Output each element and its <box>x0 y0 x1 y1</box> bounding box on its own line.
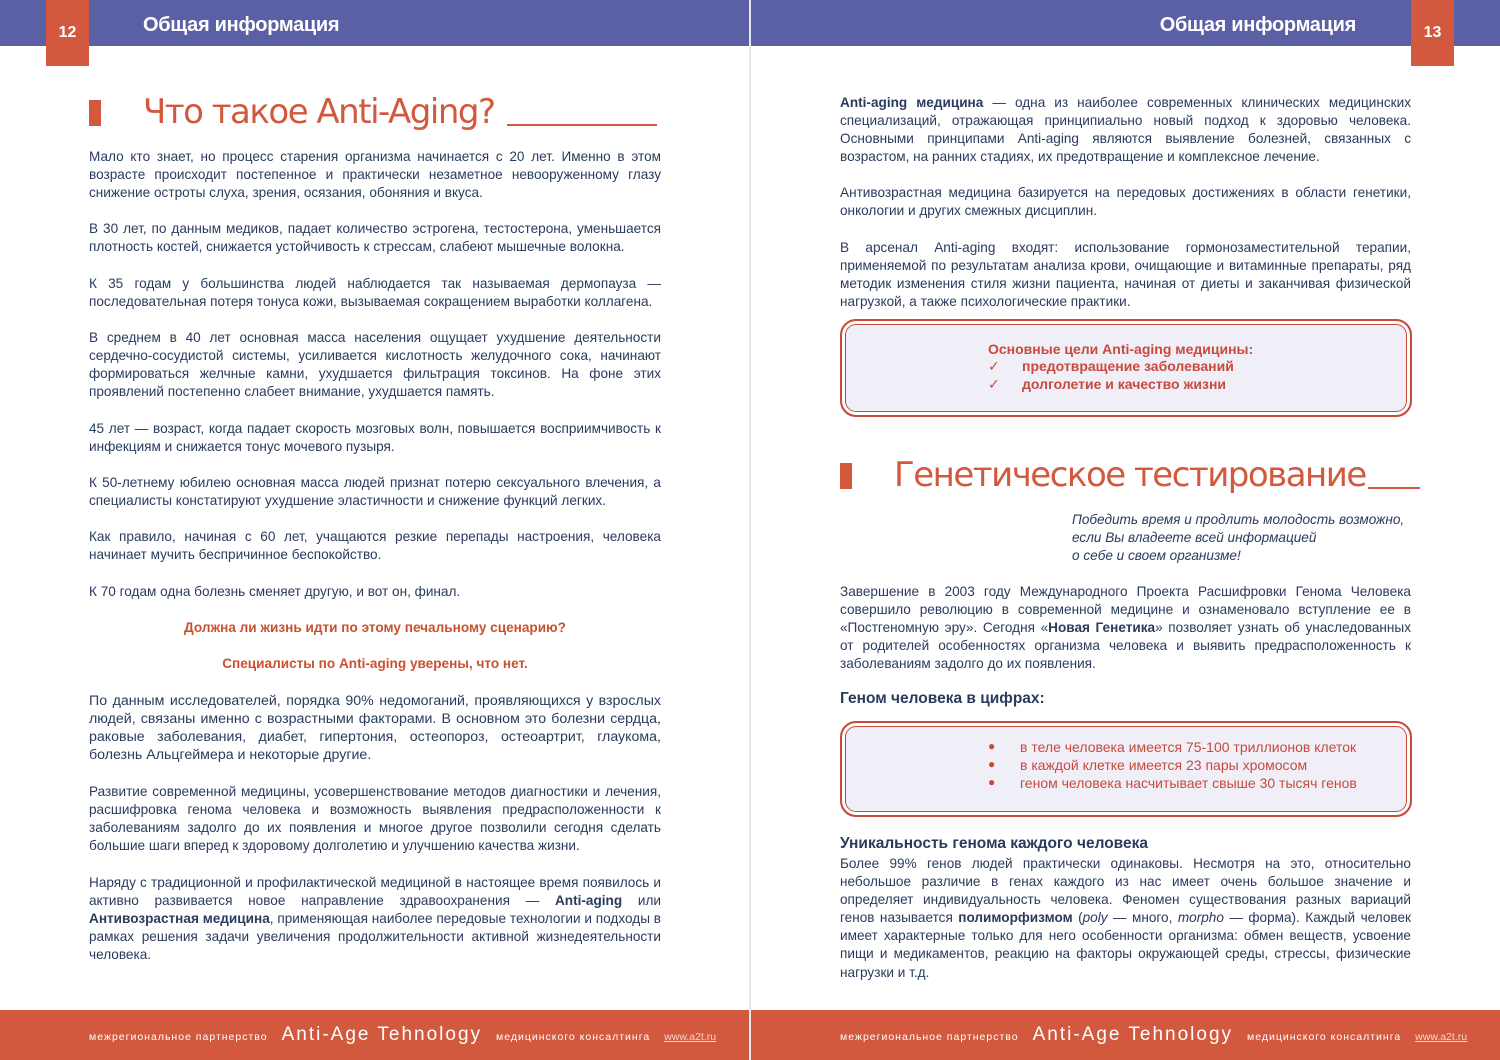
answer-line: Специалисты по Anti-aging уверены, что нет. <box>222 656 528 671</box>
footer-pre: межрегиональное партнерство <box>89 1031 268 1043</box>
goal-item <box>988 358 1234 375</box>
paragraph-postgenomic <box>840 583 1411 673</box>
quote-line: о себе и своем организме! <box>1072 548 1241 563</box>
text-part: Завершение в 2003 году Международного Проекта Расшифровки Генома Человека совершило революцию в современной медицине и ознаменовало вступление ее в «Постгеномную эру». Сегодня « <box>840 584 1411 636</box>
term-polymorphism: полиморфизмом <box>958 910 1073 926</box>
text-part: , применяющая наиболее передовые технологии и подходы в рамках решения задачи увеличения продолжительности активной жизнедеятельности человека. <box>89 911 661 963</box>
paragraph-anti-aging-medicine <box>840 94 1411 166</box>
footer-post: медицинского консалтинга <box>1247 1031 1402 1043</box>
question-line: Должна ли жизнь идти по этому печальному сценарию? <box>184 620 566 635</box>
bullet-icon: ● <box>988 739 996 753</box>
footer-pre: межрегиональное партнерство <box>840 1031 1019 1043</box>
term-anti-aging-medicine: Anti-aging медицина <box>840 95 984 110</box>
text-part: — одна из наиболее современных клинических медицинских специализаций, отражающая принципиально новый подход к здоровью человека. Основными принципами Anti-aging являются выявление болезней, связанных с возрастом, на ранних стадиях, их предотвращение и комплексное лечение. <box>840 95 1412 165</box>
heading-text: Что такое Anti-Aging? <box>143 92 495 132</box>
heading-underline <box>1368 487 1420 489</box>
page-number-right: 13 <box>1411 0 1454 66</box>
check-icon: ✓ <box>988 358 1000 374</box>
term-antivozrastnaya: Антивозрастная медицина <box>89 911 270 927</box>
footer-right <box>840 1024 1467 1046</box>
paragraph-20: Мало кто знает, но процесс старения организма начинается с 20 лет. Именно в этом возрасте происходит постепенное и практически незаметное невооруженному глазу снижение остроты слуха, зрения, осязания, обоняния и вкуса. <box>89 149 661 201</box>
paragraph-development: Развитие современной медицины, усовершенствование методов диагностики и лечения, расшифровка генома человека и возможность выявления предрасположенности к заболеваниям задолго до их появления и многое другое позволили сегодня сделать большие шаги вперед к здоровому долголетию и улучшению качества жизни. <box>89 784 661 854</box>
quote-line: если Вы владеете всей информацией <box>1072 530 1317 545</box>
term-morpho: morpho <box>1177 910 1224 926</box>
section-heading-anti-aging <box>89 92 657 132</box>
text-part: или <box>622 893 661 909</box>
paragraph-research: По данным исследователей, порядка 90% недомоганий, проявляющихся у взрослых людей, связаны именно с возрастными факторами. В основном это болезни сердца, раковые заболевания, диабет, гипертония, остеопороз, остеоартрит, глаукома, болезнь Альцгеймера и некоторые другие. <box>89 693 661 764</box>
paragraph-50: К 50-летнему юбилею основная масса людей признат потерю сексуального влечения, а специалисты констатируют ухудшение эластичности и снижение функций легких. <box>89 475 661 509</box>
heading-underline <box>507 124 657 126</box>
section-heading-genetic <box>840 455 1420 495</box>
footer-post: медицинского консалтинга <box>496 1031 651 1043</box>
footer-left <box>89 1024 716 1046</box>
goal-text: предотвращение заболеваний <box>1022 358 1234 374</box>
paragraph-foundation: Антивозрастная медицина базируется на передовых достижениях в области генетики, онкологии и других смежных дисциплин. <box>840 185 1411 219</box>
goals-title: Основные цели Anti-aging медицины: <box>988 341 1254 357</box>
page-right <box>750 0 1500 1060</box>
text-part: — форма). Каждый человек имеет характерные только для него особенности организма: обмен веществ, усвоение пищи и медикаментов, реакцию на факторы окружающей среды, стрессы, физические нагрузки и т.д. <box>840 910 1411 980</box>
paragraph-70: К 70 годам одна болезнь сменяет другую, и вот он, финал. <box>89 584 461 599</box>
paragraph-arsenal: В арсенал Anti-aging входят: использование гормонозаместительной терапии, применяемой по результатам анализа крови, очищающие и витаминные препараты, ряд методик изменения стиля жизни пациента, начиная от диеты и заканчивая физической нагрузкой, а также психологические практики. <box>840 240 1411 310</box>
heading-text: Генетическое тестирование <box>894 455 1366 495</box>
term-new-genetics: Новая Генетика <box>1048 620 1156 636</box>
footer-url-link[interactable]: www.a2t.ru <box>664 1031 717 1043</box>
term-anti-aging: Anti-aging <box>554 893 623 909</box>
quote <box>1072 511 1412 565</box>
term-poly: poly <box>1082 910 1108 926</box>
paragraph-35: К 35 годам у большинства людей наблюдается так называемая дермопауза — последовательная потеря тонуса кожи, вызываемая сокращением выработки коллагена. <box>89 276 661 310</box>
footer-brand: Anti-Age Tehnology <box>281 1024 483 1045</box>
bullet-icon: ● <box>988 757 996 771</box>
heading-marker <box>89 100 101 126</box>
paragraph-45: 45 лет — возраст, когда падает скорость мозговых волн, повышается восприимчивость к инфекциям и снижается тонус мочевого пузыря. <box>89 421 661 455</box>
running-title-left: Общая информация <box>143 14 340 36</box>
footer-brand: Anti-Age Tehnology <box>1032 1024 1234 1045</box>
bullet-icon: ● <box>988 775 996 789</box>
genome-item-text: геном человека насчитывает свыше 30 тысяч генов <box>1020 775 1357 791</box>
paragraph-30: В 30 лет, по данным медиков, падает количество эстрогена, тестостерона, уменьшается плотность костей, снижается устойчивость к стрессам, слабеют мышечные волокна. <box>89 221 661 255</box>
paragraph-polymorphism <box>840 855 1411 982</box>
quote-line: Победить время и продлить молодость возможно, <box>1072 512 1405 527</box>
goal-item <box>988 376 1226 393</box>
paragraph-new-direction <box>89 874 661 964</box>
text-part: — много, <box>1107 910 1178 926</box>
footer-url-link[interactable]: www.a2t.ru <box>1415 1031 1468 1043</box>
paragraph-40: В среднем в 40 лет основная масса населения ощущает ухудшение деятельности сердечно-сосудистой системы, усиливается кислотность желудочного сока, начинают формироваться желчные камни, ухудшается фильтрация токсинов. На фоне этих проявлений постепенно слабеет внимание, ухудшается память. <box>89 330 661 400</box>
genome-item-text: в теле человека имеется 75-100 триллионов клеток <box>1020 739 1357 755</box>
genome-numbers-title: Геном человека в цифрах: <box>840 690 1045 707</box>
genome-item <box>988 757 1307 773</box>
uniqueness-title: Уникальность генома каждого человека <box>840 835 1149 852</box>
check-icon: ✓ <box>988 376 1000 392</box>
heading-marker <box>840 463 852 489</box>
genome-item <box>988 775 1357 791</box>
text-part: ( <box>1072 910 1083 926</box>
text-part: Наряду с традиционной и профилактической медициной в настоящее время появилось и активно развивается новое направление здравоохранения — <box>89 875 661 909</box>
text-part: Более 99% генов людей практически одинаковы. Несмотря на это, относительно небольшое различие в генах каждого из нас имеет очень большое значение и определяет индивидуальность человека. Феномен существования разных вариаций генов называется <box>840 856 1411 926</box>
goal-text: долголетие и качество жизни <box>1022 376 1227 392</box>
text-part: » позволяет узнать об унаследованных от родителей особенностях организма человека и выявить предрасположенность к заболеваниям задолго до их появления. <box>840 620 1411 672</box>
page-number-left: 12 <box>46 0 89 66</box>
genome-item <box>988 739 1356 755</box>
genome-item-text: в каждой клетке имеется 23 пары хромосом <box>1020 757 1308 773</box>
running-title-right: Общая информация <box>1159 14 1356 36</box>
paragraph-60: Как правило, начиная с 60 лет, учащаются резкие перепады настроения, человека начинает мучить беспричинное беспокойство. <box>89 529 661 563</box>
